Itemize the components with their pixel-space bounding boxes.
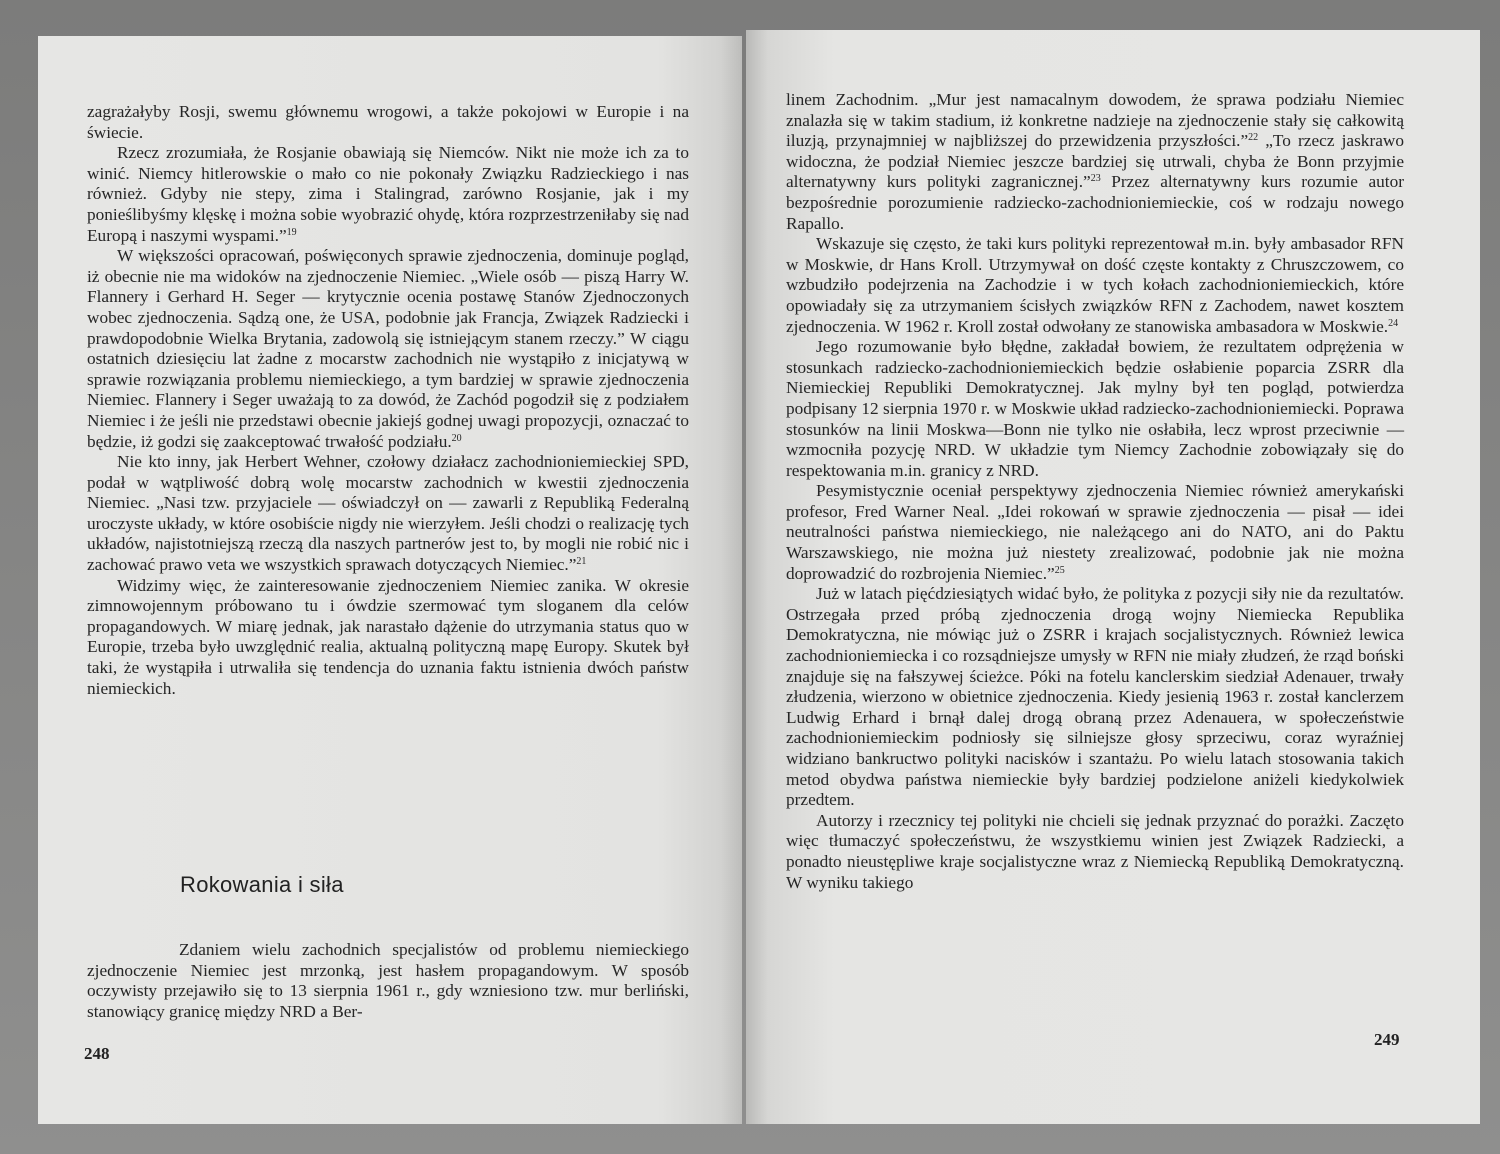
right-page [746,30,1480,1124]
paragraph-text: Jego rozumowanie było błędne, zakładał bowiem, że rezultatem odprężenia w stosunkach radziecko-zachodnioniemieckich będzie osłabienie poparcia ZSRR dla Niemieckiej Republiki Demokratycznej. Jak mylny był ten pogląd, potwierdza podpisany 12 sierpnia 1970 r. w Moskwie układ radziecko-zachodnioniemiecki. Poprawa stosunków na linii Moskwa—Bonn nie tylko nie osłabiła, lecz wprost przeciwnie — wzmocniła pozycję NRD. W układzie tym Niemcy Zachodnie zobowiązały się do respektowania m.in. granicy z NRD. [786,337,1404,480]
section-heading: Rokowania i siła [180,872,344,897]
paragraph [87,143,689,246]
footnote-marker: 20 [451,432,462,444]
paragraph-text: Rzecz zrozumiała, że Rosjanie obawiają się Niemców. Nikt nie może ich za to winić. Niemcy hitlerowskie o mało co nie pokonały Związku Radzieckiego i nas również. Gdyby nie stepy, zima i Stalingrad, zarówno Rosjanie, jak i my ponieślibyśmy klęskę i można sobie wyobrazić ohydę, która rozprzestrzeniłaby się nad Europą i naszymi wyspami.” [87,143,689,245]
page-number: 248 [84,1044,110,1063]
paragraph [786,337,1404,481]
paragraph: Zdaniem wielu zachodnich specjalistów od problemu niemieckiego zjednoczenie Niemiec jest mrzonką, jest hasłem propagandowym. W sposób oczywisty przejawiło się to 13 sierpnia 1961 r., gdy wzniesiono tzw. mur berliński, stanowiący granicę między NRD a Ber- [87,940,689,1021]
paragraph-text: Przez alternatywny kurs rozumie autor bezpośrednie porozumienie radziecko-zachodnioniemieckie, coś w rodzaju nowego Rapallo. [786,172,1404,233]
paragraph [87,102,689,143]
paragraph [87,576,689,700]
paragraph-text: Wskazuje się często, że taki kurs polityki reprezentował m.in. były ambasador RFN w Moskwie, dr Hans Kroll. Utrzymywał on dość częste kontakty z Chruszczowem, co wzbudziło podejrzenia na Zachodzie i w tych kołach zachodnioniemieckich, które opowiadały się za utrzymaniem ścisłych związków RFN z Zachodem, nawet kosztem zjednoczenia. W 1962 r. Kroll został odwołany ze stanowiska ambasadora w Moskwie. [786,234,1404,336]
left-page [38,36,742,1124]
footnote-marker: 25 [1054,564,1065,576]
footnote-marker: 22 [1248,132,1259,144]
paragraph [786,811,1404,893]
paragraph [786,234,1404,337]
paragraph [786,90,1404,234]
footnote-marker: 19 [286,226,297,238]
footnote-marker: 24 [1388,317,1399,329]
paragraph-text: Autorzy i rzecznicy tej polityki nie chcieli się jednak przyznać do porażki. Zaczęto więc tłumaczyć społeczeństwu, że wszystkiemu winien jest Związek Radziecki, a ponadto nieustępliwe kraje socjalistyczne wraz z Niemiecką Republiką Demokratyczną. W wyniku takiego [786,810,1404,892]
paragraph-text: Już w latach pięćdziesiątych widać było, że polityka z pozycji siły nie da rezultatów. Ostrzegała przed próbą zjednoczenia drogą wojny Niemiecka Republika Demokratyczna, nie mówiąc już o ZSRR i krajach socjalistycznych. Również lewica zachodnioniemiecka i co rozsądniejsze umysły w RFN nie miały złudzeń, że rząd boński znajduje się na fałszywej ścieżce. Póki na fotelu kanclerskim siedział Adenauer, trwały złudzenia, wierzono w obietnice zjednoczenia. Kiedy jesienią 1963 r. został kanclerzem Ludwig Erhard i brnął dalej drogą obraną przez Adenauera, w społeczeństwie zachodnioniemieckim podniosły się silniejsze głosy sprzeciwu, coraz wyraźniej widziano bankructwo polityki nacisków i szantażu. Po wielu latach stosowania takich metod obydwa państwa niemieckie były bardziej podzielone aniżeli kiedykolwiek przedtem. [786,584,1404,810]
left-page-body [87,102,689,699]
paragraph-text: linem Zachodnim. „Mur jest namacalnym dowodem, że sprawa podziału Niemiec znalazła się w takim stadium, iż konkretne nadzieje na zjednoczenie stały się całkowitą iluzją, przynajmniej w najbliższej do przewidzenia przyszłości.” [786,90,1404,151]
paragraph-text: Pesymistycznie oceniał perspektywy zjednoczenia Niemiec również amerykański profesor, Fred Warner Neal. „Idei rokowań w sprawie zjednoczenia — pisał — idei neutralności państwa niemieckiego, nie należącego ani do NATO, ani do Paktu Warszawskiego, nie można już niestety zrealizować, podobnie jak nie można doprowadzić do rozbrojenia Niemiec.” [786,481,1404,583]
paragraph-text: zagrażałyby Rosji, swemu głównemu wrogowi, a także pokojowi w Europie i na świecie. [87,102,689,142]
paragraph-text: Widzimy więc, że zainteresowanie zjednoczeniem Niemiec zanika. W okresie zimnowojennym próbowano tu i ówdzie szermować tym sloganem dla celów propagandowych. W miarę jednak, jak narastało dążenie do utrzymania status quo w Europie, trzeba było uwzględnić realia, aktualną polityczną mapę Europy. Skutek był taki, że wystąpiła i utrwaliła się tendencja do uznania faktu istnienia dwóch państw niemieckich. [87,575,689,698]
paragraph-text: W większości opracowań, poświęconych sprawie zjednoczenia, dominuje pogląd, iż obecnie nie ma widoków na zjednoczenie Niemiec. „Wiele osób — piszą Harry W. Flannery i Gerhard H. Seger — krytycznie ocenia postawę Stanów Zjednoczonych wobec zjednoczenia. Sądzą one, że USA, podobnie jak Francja, Związek Radziecki i prawdopodobnie Wielka Brytania, zadowolą się istniejącym stanem rzeczy.” W ciągu ostatnich dziesięciu lat żadne z mocarstw zachodnich nie wystąpiło z inicjatywą w sprawie rozwiązania problemu niemieckiego, a tym bardziej w sprawie zjednoczenia Niemiec. Flannery i Seger uważają to za dowód, że Zachód pogodził się z podziałem Niemiec i że jeśli nie przedstawi obecnie jakiejś godnej uwagi propozycji, oznaczać to będzie, iż godzi się zaakceptować trwałość podziału. [87,246,689,451]
paragraph-text: „To rzecz jaskrawo widoczna, że podział Niemiec jeszcze bardziej się utrwali, chyba że Bonn przyjmie alternatywny kurs polityki zagranicznej.” [786,131,1404,192]
paragraph-text: Nie kto inny, jak Herbert Wehner, czołowy działacz zachodnioniemieckiej SPD, podał w wątpliwość dobrą wolę mocarstw zachodnich w kwestii zjednoczenia Niemiec. „Nasi tzw. przyjaciele — oświadczył on — zawarli z Republiką Federalną uroczyste układy, w które osobiście nigdy nie wierzyłem. Jeśli chodzi o realizację tych układów, najistotniejszą rzeczą dla naszych partnerów jest to, by mogli nie robić nic i zachować prawo veta we wszystkich sprawach dotyczących Niemiec.” [87,452,689,575]
footnote-marker: 23 [1090,173,1101,185]
section-body [87,940,689,1022]
footnote-marker: 21 [576,556,587,568]
right-page-body [786,90,1404,893]
paragraph [786,584,1404,811]
paragraph [786,481,1404,584]
paragraph [87,246,689,452]
paragraph [87,452,689,576]
page-number: 249 [1374,1030,1400,1049]
